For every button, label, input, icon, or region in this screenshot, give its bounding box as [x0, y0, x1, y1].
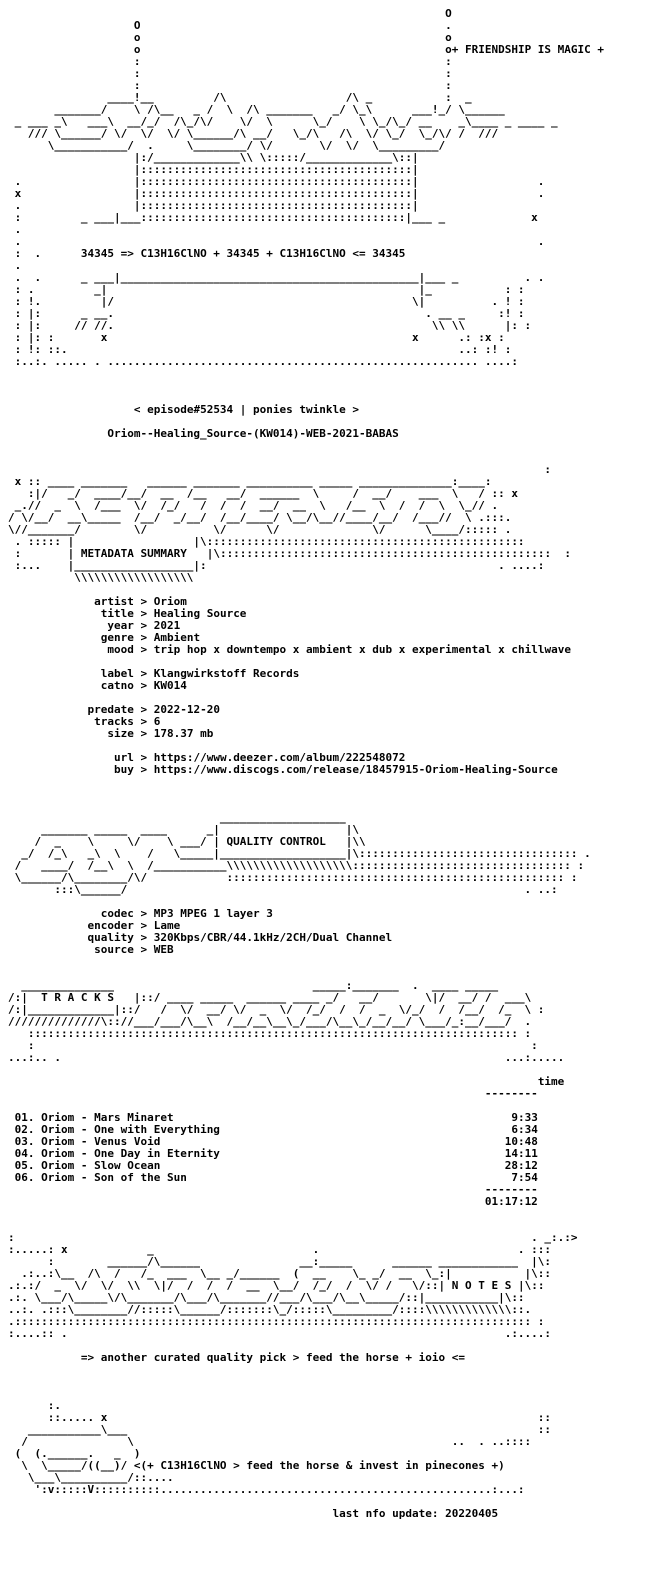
metadata-banner-line: . ::::: | |\:::::::::::::::::::::::::::::::::::::::::::::::: [8, 535, 525, 548]
blank-line [8, 1388, 664, 1400]
metadata-row-key: year [107, 619, 134, 632]
metadata-row-key: artist [94, 595, 134, 608]
notes-banner-line: :....:: . .:....: [8, 1327, 552, 1340]
tracks-section-title: /:| T R A C K S |::/ ____ _____ ______ ____ _/ __/ \|/ __/ / ___\ [8, 991, 532, 1004]
metadata-row: predate > 2022-12-20 [87, 703, 220, 716]
header-art-line: O [8, 7, 452, 20]
footer-art-line: \___\__________/::.... [8, 1471, 174, 1484]
track-name: Oriom - Slow Ocean [41, 1159, 161, 1172]
tracks-banner-line: : : [8, 1039, 538, 1052]
track-name: Oriom - Son of the Sun [41, 1171, 187, 1184]
header-art-line: . . _ ___|_____________________________________________|___ _ . . [8, 271, 545, 284]
metadata-row: url > https://www.deezer.com/album/222548072 [113, 751, 406, 764]
metadata-banner-line: x :: ____ _______ ______ _______ __________ _____ ______________:____: [8, 475, 492, 488]
metadata-banner-line: / \/__/ __\_____ /__/ _/__/ /__/____/ \__/\__//____/__/ /___// \ .:::. [8, 511, 512, 524]
track-number: 04. [14, 1147, 35, 1160]
last-update-text: last nfo update: 20220405 [332, 1507, 499, 1520]
metadata-row-value: Ambient [153, 631, 201, 644]
header-art-line: . |:::::::::::::::::::::::::::::::::::::::::| . [8, 175, 545, 188]
track-time: 7:54 [511, 1171, 538, 1184]
quality-row-value: MP3 MPEG 1 layer 3 [153, 907, 273, 920]
track-name: Oriom - One with Everything [41, 1123, 220, 1136]
metadata-row: mood > trip hop x downtempo x ambient x dub x experimental x chillwave [107, 643, 571, 656]
metadata-row-value: Klangwirkstoff Records [153, 667, 300, 680]
header-title-text: + FRIENDSHIP IS MAGIC + [451, 43, 605, 56]
footer-art-line: :. [8, 1399, 101, 1412]
metadata-row-key: size [107, 727, 134, 740]
quality-row-key: codec [100, 907, 134, 920]
blank-line [8, 1208, 664, 1220]
quality-row-key: encoder [87, 919, 134, 932]
blank-line [8, 1376, 664, 1388]
metadata-banner-line: :... |__________________|: . ....: [8, 559, 545, 572]
metadata-row-key: label [100, 667, 134, 680]
header-art-line: . |:::::::::::::::::::::::::::::::::::::::::| [8, 199, 419, 212]
metadata-row-key: catno [100, 679, 134, 692]
notes-banner-line: : . _:.:> [8, 1231, 578, 1244]
header-art-line: O . [8, 19, 452, 32]
metadata-row: label > Klangwirkstoff Records [100, 667, 300, 680]
footer-art-line: ___________\___ :: [8, 1423, 552, 1436]
metadata-row-value: 6 [153, 715, 161, 728]
metadata-row-value: Oriom [153, 595, 187, 608]
notes-line [8, 1352, 664, 1364]
header-art-line: \___________/ . \________/ \/ \/ \/ \_________/ [8, 139, 446, 152]
track-number: 06. [14, 1171, 35, 1184]
metadata-row-value: https://www.discogs.com/release/18457915-Oriom-Healing-Source [153, 763, 558, 776]
footer-art-line: / \ .. . ..:::: [8, 1435, 532, 1448]
header-art-line: x |:::::::::::::::::::::::::::::::::::::::::| . [8, 187, 545, 200]
metadata-banner-line: :|/ _/ ____/__/ __ /__ __/ ______ \ / __/ ___ \ / :: x [8, 487, 518, 500]
metadata-row-value: 2021 [153, 619, 181, 632]
header-art-line: |:::::::::::::::::::::::::::::::::::::::::| [8, 163, 419, 176]
track-number: 03. [14, 1135, 35, 1148]
header-art-line: :..:. ..... . ........................................................ ....: [8, 355, 518, 368]
notes-banner-line: : ______/\______ __:_____ ______ ____________ |\: [8, 1255, 552, 1268]
notes-banner-line: .:..:\__ /\ / /_ ___ \__ _/______ ( __ \_ _/ __ \_:| |\:: [8, 1267, 552, 1280]
metadata-row: size > 178.37 mb [107, 727, 214, 740]
notes-banner-line: .:. \___/\_____\/\_______/\___/\_______//___/\___/\__\_____/::|___________|\:: [8, 1291, 525, 1304]
quality-banner-line: ___________________ [8, 811, 346, 824]
tracks-banner-line: /:|_____________|::/ / \/ __/ \/ _ \/ /_/ / / _ \/_/ / /__/ /_ \ : [8, 1003, 545, 1016]
track-number: 05. [14, 1159, 35, 1172]
metadata-row-value: Healing Source [153, 607, 247, 620]
release-name-text: Oriom--Healing_Source-(KW014)-WEB-2021-BABAS [107, 427, 399, 440]
tracks-divider: -------- [8, 1087, 538, 1100]
header-art-line: : |: _ __. . __ _ :! : [8, 307, 525, 320]
quality-banner-line: / ____/ /__\ \ /___________\\\\\\\\\\\\\\\\\\\::::::::::::::::::::::::::::::::: : [8, 859, 585, 872]
formula-line-text: 34345 => C13H16ClNO + 34345 + C13H16ClNO <= 34345 [80, 247, 406, 260]
tracks-banner-line: //////////////\:://___/___/\__\ /__/__\__\_/___/\__\_/__/__/ \___/_:__/___/ . [8, 1015, 532, 1028]
footer-line: \ \_____/((__)/ <(+ C13H16ClNO > feed the horse & invest in pinecones +) [8, 1459, 505, 1472]
track-name: Oriom - Mars Minaret [41, 1111, 174, 1124]
header-art-line: : : [8, 55, 452, 68]
metadata-banner-line: : [8, 463, 552, 476]
metadata-row: genre > Ambient [100, 631, 201, 644]
tracks-banner-line: :::::::::::::::::::::::::::::::::::::::::::::::::::::::::::::::::::::::::: : [8, 1027, 532, 1040]
tracks-time-header-text: time [537, 1075, 565, 1088]
metadata-row-key: mood [107, 643, 134, 656]
metadata-row-key: title [100, 607, 134, 620]
episode-line [8, 404, 664, 416]
blank-line [8, 956, 664, 968]
blank-line [8, 368, 664, 380]
track-number: 01. [14, 1111, 35, 1124]
quality-banner-line: \______/\________/\/ ::::::::::::::::::::::::::::::::::::::::::::::::::: : [8, 871, 578, 884]
footer-line-text: <(+ C13H16ClNO > feed the horse & invest in pinecones +) [133, 1459, 505, 1472]
notes-line-text: => another curated quality pick > feed the horse + ioio <= [80, 1351, 465, 1364]
header-art-line: . . [8, 235, 545, 248]
metadata-row: catno > KW014 [100, 679, 187, 692]
quality-row: quality > 320Kbps/CBR/44.1kHz/2CH/Dual Channel [87, 931, 393, 944]
track-name: Oriom - One Day in Eternity [41, 1147, 220, 1160]
quality-row-value: WEB [153, 943, 174, 956]
metadata-row: tracks > 6 [94, 715, 161, 728]
header-art-line: : : [8, 79, 452, 92]
tracks-total-time-text: 01:17:12 [484, 1195, 538, 1208]
metadata-section-title: : | METADATA SUMMARY |\:::::::::::::::::::::::::::::::::::::::::::::::::: : [8, 547, 571, 560]
metadata-row: year > 2021 [107, 619, 181, 632]
header-art-line: _ ___ _\ ___\ __/_/ /\_/\/ \/ \ \_/ \ \_/\_/ __ _\____ _ ____ _ [8, 115, 558, 128]
tracks-banner-line: ______________ _____:_______ . ____ _____ [8, 979, 499, 992]
tracks-section-title-text: T R A C K S [41, 991, 114, 1004]
metadata-row-value: 178.37 mb [153, 727, 214, 740]
header-art-line: o o [8, 31, 452, 44]
header-art-line: |:/_____________\\ \:::::/_____________\::| [8, 151, 419, 164]
footer-art-line: ::..... x :: [8, 1411, 552, 1424]
header-art-line: : |: // //. \\ \\ |: : [8, 319, 532, 332]
footer-art-line: ( (.______. _ ) [8, 1447, 141, 1460]
header-art-line: : _ ___|___::::::::::::::::::::::::::::::::::::::::|___ _ x [8, 211, 538, 224]
metadata-row: buy > https://www.discogs.com/release/18457915-Oriom-Healing-Source [113, 763, 558, 776]
metadata-banner-line: _.// _ \ /___ \/ /_/ / / / __/ __ \ /__ \ / / \ \_// . [8, 499, 499, 512]
notes-banner-line: .:::::::::::::::::::::::::::::::::::::::::::::::::::::::::::::::::::::::::::::: : [8, 1315, 545, 1328]
header-art-line: . [8, 223, 22, 236]
footer-art-line: ':v:::::V::::::::::..................................................:...: [8, 1483, 525, 1496]
metadata-row: title > Healing Source [100, 607, 247, 620]
metadata-row-key: tracks [94, 715, 134, 728]
quality-row-value: 320Kbps/CBR/44.1kHz/2CH/Dual Channel [153, 931, 393, 944]
header-art-line: /// \______/ \/ \/ \/ \______/\ __/ \_/\ /\ \/ \_/ \_/\/ / /// [8, 127, 499, 140]
quality-section-title: / _ \ \/ \ ___/ | QUALITY CONTROL |\\ [8, 835, 366, 848]
track-time: 6:34 [511, 1123, 538, 1136]
header-art-line: : : [8, 67, 452, 80]
quality-row: source > WEB [94, 943, 174, 956]
quality-row-key: quality [87, 931, 134, 944]
metadata-row-key: url [113, 751, 134, 764]
metadata-row-key: predate [87, 703, 134, 716]
notes-section-title-text: N O T E S [451, 1279, 512, 1292]
quality-banner-line: :::\______/ . ..: [8, 883, 558, 896]
quality-row: encoder > Lame [87, 919, 181, 932]
release-name [8, 428, 664, 440]
header-art-line: : !. |/ \| . ! : [8, 295, 525, 308]
track-time: 9:33 [511, 1111, 538, 1124]
track-time: 28:12 [504, 1159, 538, 1172]
metadata-row-value: https://www.deezer.com/album/222548072 [153, 751, 406, 764]
quality-section-title-text: QUALITY CONTROL [226, 835, 326, 848]
notes-banner-line: ..:. .:::\________//:::::\______/:::::::\_/:::::\_________/::::\\\\\\\\\\\\\::. [8, 1303, 532, 1316]
notes-section-title: .:.:/ _ \/ \/ \\ \|/ / / / __ \__/ /_/ / \/ / \/::| N O T E S |\:: [8, 1279, 545, 1292]
blank-line [8, 788, 664, 800]
metadata-row-key: genre [100, 631, 134, 644]
last-update [8, 1508, 664, 1520]
metadata-section-title-text: METADATA SUMMARY [80, 547, 187, 560]
episode-line-text: < episode#52534 | ponies twinkle > [133, 403, 360, 416]
track-time: 14:11 [504, 1147, 538, 1160]
quality-row-value: Lame [153, 919, 181, 932]
header-art-line: . [8, 259, 22, 272]
metadata-row: artist > Oriom [94, 595, 187, 608]
header-art-line: : . _| |_ : : [8, 283, 525, 296]
header-title: o o+ FRIENDSHIP IS MAGIC + [8, 43, 605, 56]
header-art-line: _______/ \ /\__ _ / \ /\ _______ _/ \_\ ___!_/ \______ [8, 103, 505, 116]
header-art-line: ____!__ /\ /\ _ : _ [8, 91, 472, 104]
blank-line [8, 1364, 664, 1376]
formula-line: : . 34345 => C13H16ClNO + 34345 + C13H16ClNO <= 34345 [8, 247, 406, 260]
header-art-line: : |: : x x .: :x : [8, 331, 505, 344]
blank-line [8, 776, 664, 788]
notes-banner-line: :.....: x _ . . ::: [8, 1243, 552, 1256]
metadata-banner-line: \//_______/ \/ \/ \/ \/ \____/::::: . [8, 523, 512, 536]
metadata-row-value: KW014 [153, 679, 187, 692]
metadata-row-value: 2022-12-20 [153, 703, 220, 716]
track-name: Oriom - Venus Void [41, 1135, 161, 1148]
metadata-banner-line: \\\\\\\\\\\\\\\\\\ [8, 571, 194, 584]
blank-line [8, 440, 664, 452]
quality-row: codec > MP3 MPEG 1 layer 3 [100, 907, 273, 920]
quality-banner-line: _______ _____ ____ _| |\ [8, 823, 359, 836]
track-number: 02. [14, 1123, 35, 1136]
quality-row-key: source [94, 943, 134, 956]
header-art-line: : !: ::. ..: :! : [8, 343, 512, 356]
tracks-divider: -------- [8, 1183, 538, 1196]
quality-banner-line: _/ /_\ _\ \ / \_____|___________________|\::::::::::::::::::::::::::::::::: . [8, 847, 591, 860]
track-time: 10:48 [504, 1135, 538, 1148]
metadata-row-key: buy [113, 763, 134, 776]
tracks-banner-line: ...:.. . ...:..... [8, 1051, 565, 1064]
tracks-total-time [8, 1196, 664, 1208]
blank-line [8, 380, 664, 392]
metadata-row-value: trip hop x downtempo x ambient x dub x experimental x chillwave [153, 643, 571, 656]
